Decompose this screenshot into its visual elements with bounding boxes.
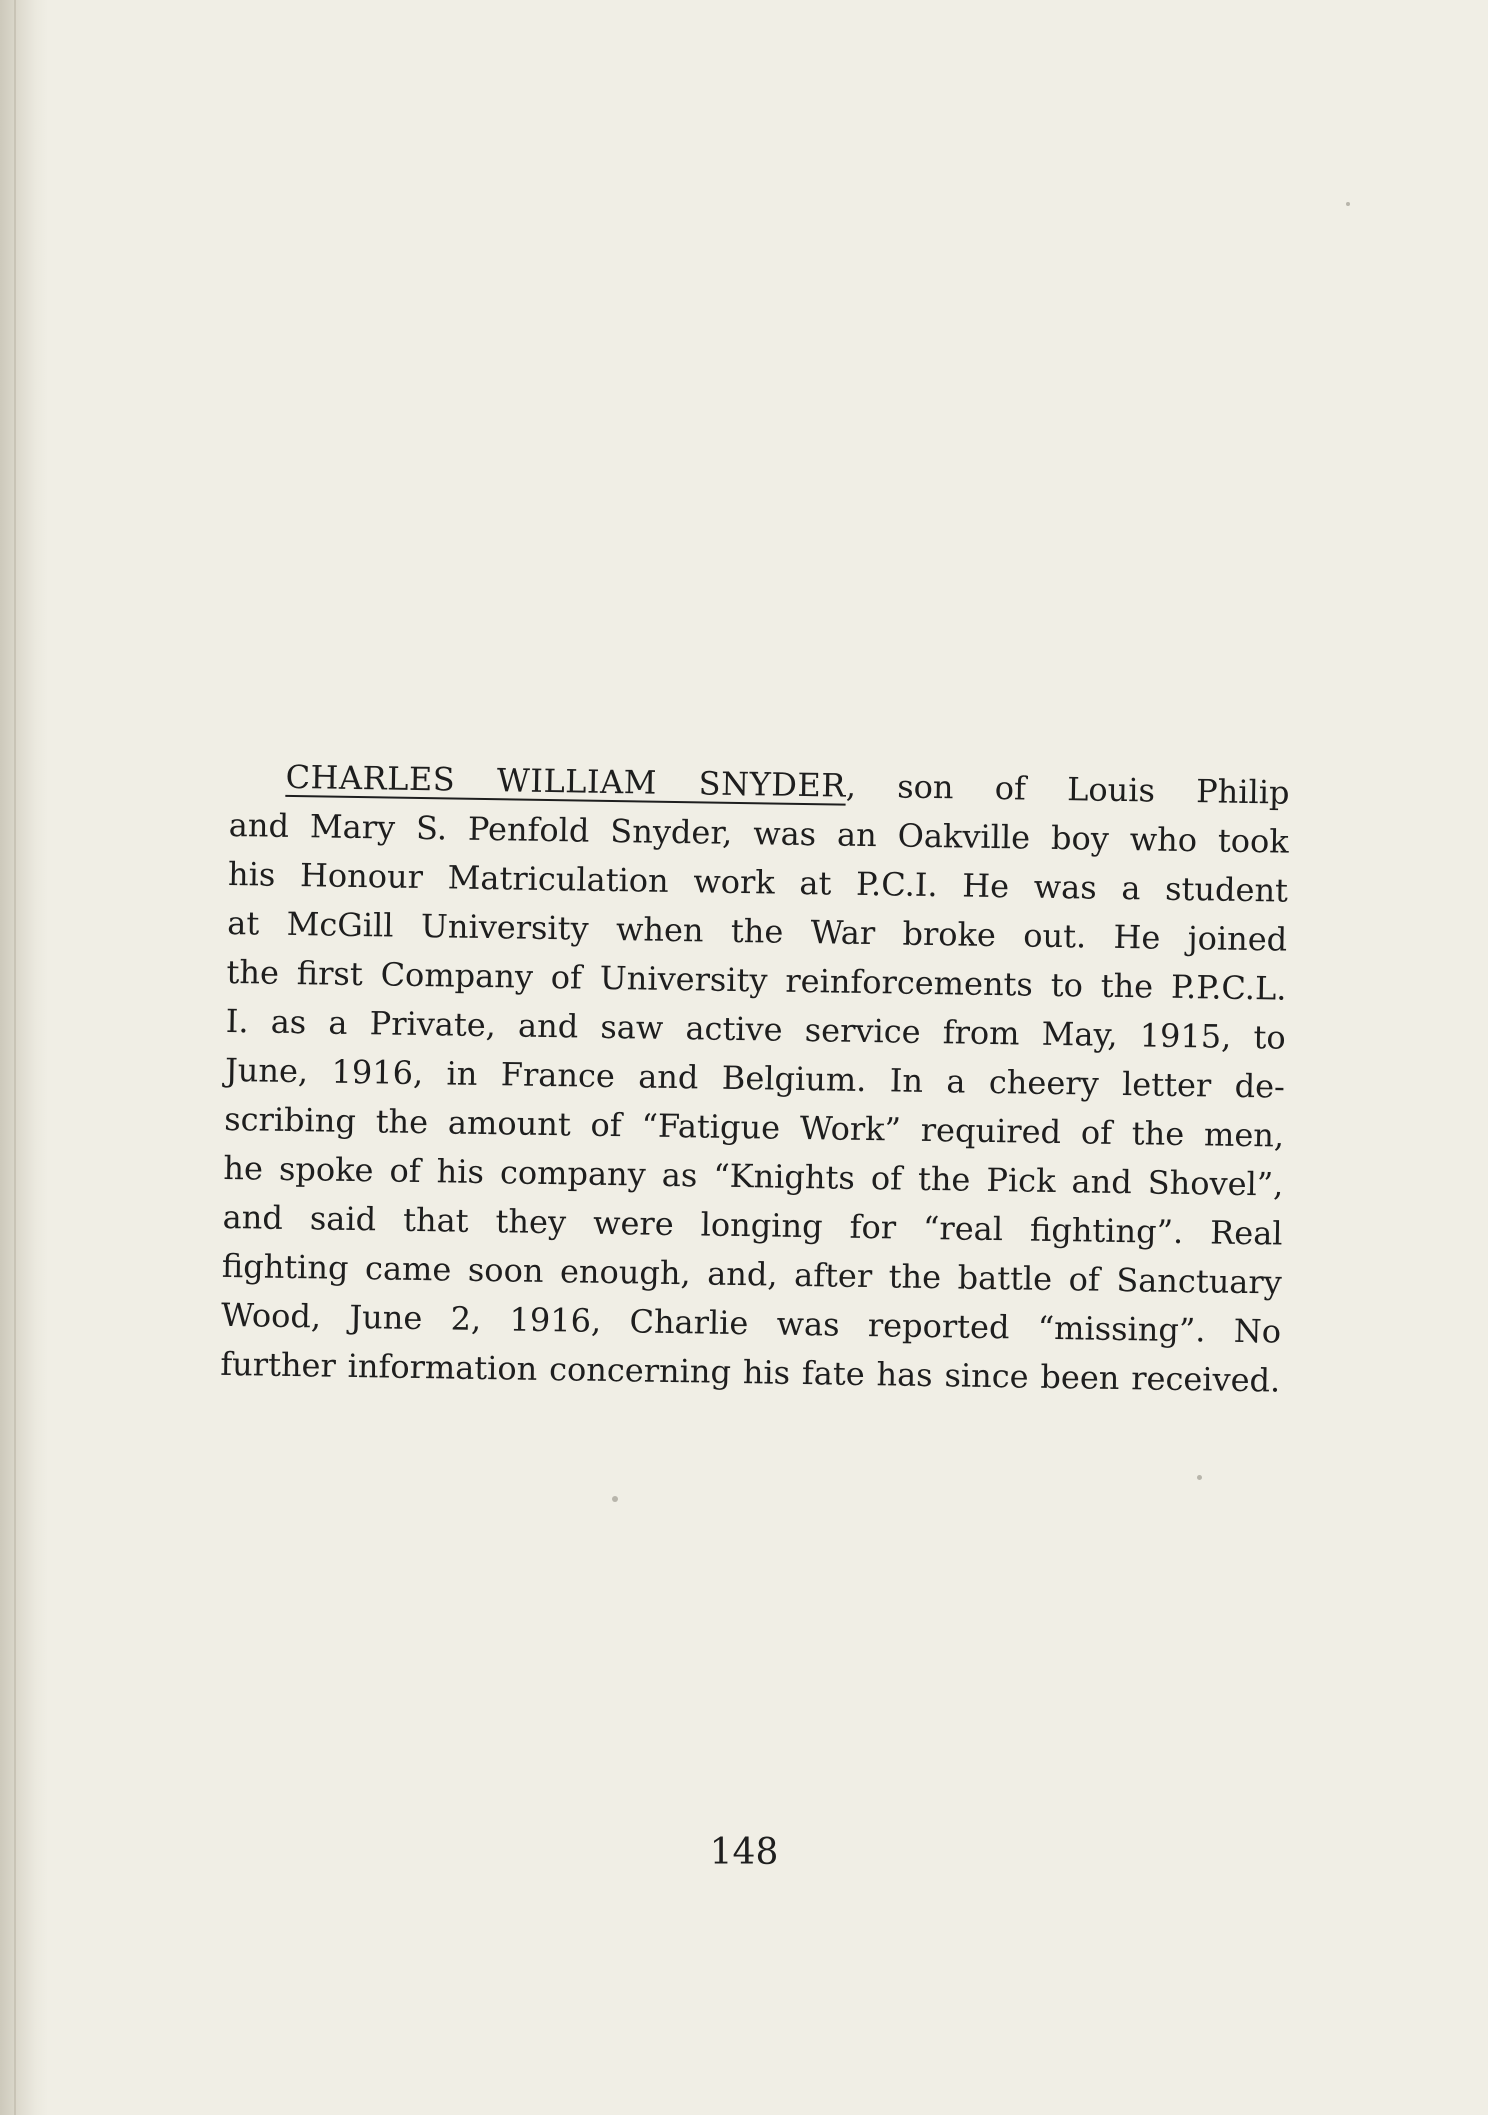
paragraph-line-8: scribing the amount of “Fatigue Work” required of the men, bbox=[223, 1099, 1285, 1155]
paragraph-line-5: the first Company of University reinforcements to the P.P.C.L. bbox=[226, 952, 1287, 1008]
paragraph-line-7: June, 1916, in France and Belgium. In a cheery letter de- bbox=[224, 1050, 1286, 1106]
page-binding-edge bbox=[0, 0, 48, 2115]
paragraph-line-6: I. as a Private, and saw active service from May, 1915, to bbox=[225, 1001, 1286, 1057]
paragraph-line-9: he spoke of his company as “Knights of the Pick and Shovel”, bbox=[223, 1148, 1284, 1204]
subject-name: CHARLES WILLIAM SNYDER bbox=[285, 757, 847, 805]
page-number: 148 bbox=[709, 1832, 779, 1873]
paragraph-line-10: and said that they were longing for “real fighting”. Real bbox=[222, 1197, 1283, 1253]
paragraph-line-2: and Mary S. Penfold Snyder, was an Oakville boy who took bbox=[228, 805, 1290, 861]
paragraph-line-11: fighting came soon enough, and, after the battle of Sanctuary bbox=[221, 1246, 1283, 1302]
paragraph-line-4: at McGill University when the War broke out. He joined bbox=[227, 903, 1288, 959]
paragraph-line-13: further information concerning his fate has since been received. bbox=[220, 1344, 1281, 1400]
paper-speck bbox=[612, 1496, 618, 1502]
paragraph-line-1-rest: , son of Louis Philip bbox=[845, 766, 1290, 812]
obituary-paragraph bbox=[220, 752, 1290, 1406]
paper-speck bbox=[1346, 202, 1350, 206]
binding-crease bbox=[14, 0, 16, 2115]
paragraph-line-3: his Honour Matriculation work at P.C.I. He was a student bbox=[227, 854, 1289, 910]
paper-speck bbox=[1197, 1475, 1202, 1480]
paragraph-line-12: Wood, June 2, 1916, Charlie was reported “missing”. No bbox=[220, 1295, 1282, 1351]
